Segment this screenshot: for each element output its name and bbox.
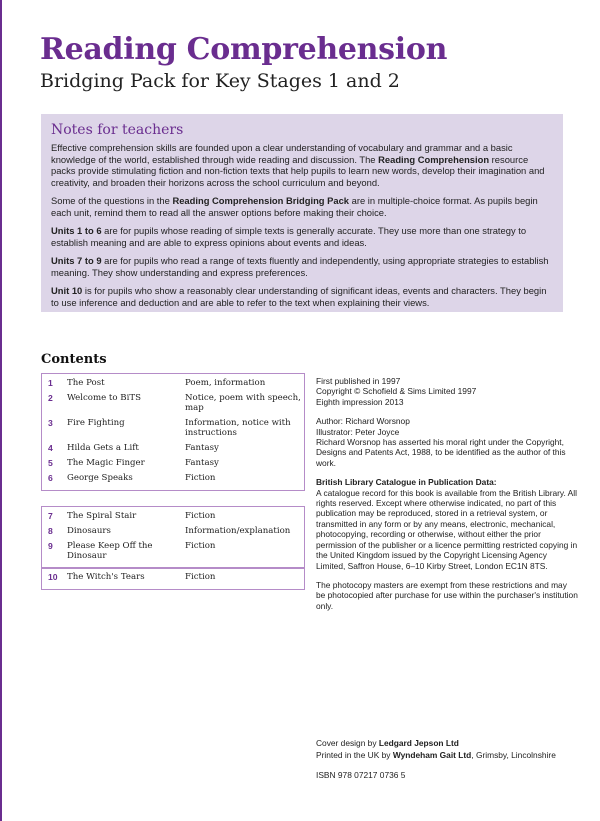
unit-title: The Post	[67, 378, 105, 388]
notes-heading: Notes for teachers	[51, 122, 184, 138]
unit-text-type: Poem, information	[185, 378, 266, 388]
notes-p2-text: Some of the questions in the	[51, 195, 173, 206]
unit-number: 10	[48, 572, 58, 582]
notes-p2-text-end: are in multiple-choice format. As pupils begin each unit, remind them to read all the answer options before making their choice.	[51, 195, 538, 218]
notes-p3-text: are for pupils whose reading of simple texts is generally accurate. They use more than one strategy to establish meaning and are able to express opinions about events and ideas.	[51, 225, 527, 248]
contents-row	[42, 458, 304, 468]
unit-title: The Magic Finger	[67, 458, 145, 468]
unit-number: 1	[48, 378, 53, 388]
notes-p1-bold: Reading Comprehension	[378, 153, 490, 165]
left-edge-rule	[0, 0, 2, 821]
photocopy-notice: The photocopy masters are exempt from these restrictions and may be photocopied after purchase for use within the purchaser's institution only.	[316, 579, 578, 611]
notes-paragraph-2	[51, 195, 553, 218]
contents-group	[41, 373, 305, 491]
unit-text-type: Fiction	[185, 572, 216, 582]
rights-reserved-text: A catalogue record for this book is available from the British Library. All rights reserved. Except where otherwise indicated, no part of this publication may be reproduced, stored in a retrieval system, or transmitted in any form or by any means, electronic, mechanical, photocopying, recording or otherwise, without either the prior permission of the publisher or a licence permitting restricted copying in the United Kingdom issued by the Copyright Licensing Agency Limited, Saffron House, 6–10 Kirby Street, London EC1N 8TS.	[316, 487, 578, 571]
printer-label: Printed in the UK by	[316, 749, 393, 760]
copyright-line: Copyright © Schofield & Sims Limited 1997	[316, 386, 477, 397]
unit-number: 7	[48, 511, 53, 521]
unit-number: 4	[48, 443, 53, 453]
unit-title: Fire Fighting	[67, 418, 125, 428]
unit-text-type: Information/explanation	[185, 526, 291, 536]
unit-text-type: Fiction	[185, 473, 216, 483]
contents-row	[42, 473, 304, 483]
page-subtitle: Bridging Pack for Key Stages 1 and 2	[40, 70, 400, 92]
notes-p4-text: are for pupils who read a range of texts fluently and independently, using appropriate strategies to establish meaning. They show understanding and express preferences.	[51, 255, 549, 278]
cover-design-line	[316, 738, 586, 750]
printer-name: Wyndeham Gait Ltd	[392, 749, 472, 760]
contents-row	[42, 526, 304, 536]
cover-designer: Ledgard Jepson Ltd	[378, 738, 459, 748]
contents-row	[42, 443, 304, 453]
unit-title: Hilda Gets a Lift	[67, 443, 139, 453]
notes-paragraph-3	[51, 225, 553, 248]
contents-row	[42, 418, 304, 438]
notes-p5-text: is for pupils who show a reasonably clear understanding of significant ideas, events and characters. They begin to use inference and deduction and are able to refer to the text when explaining their views.	[51, 285, 547, 308]
unit-number: 6	[48, 473, 53, 483]
unit-title: George Speaks	[67, 473, 133, 483]
unit-title: Dinosaurs	[67, 526, 111, 536]
unit-text-type: Fiction	[185, 511, 216, 521]
page-title: Reading Comprehension	[40, 32, 448, 67]
unit-number: 3	[48, 418, 53, 428]
notes-p2-bold: Reading Comprehension Bridging Pack	[172, 195, 350, 206]
notes-paragraph-5	[51, 285, 553, 308]
unit-number: 2	[48, 393, 53, 403]
notes-paragraph-4	[51, 255, 553, 278]
unit-number: 8	[48, 526, 53, 536]
contents-row	[42, 541, 304, 561]
printer-location: , Grimsby, Lincolnshire	[471, 749, 556, 760]
author-details	[316, 416, 578, 468]
first-published-line: First published in 1997	[316, 376, 401, 386]
unit-title: The Witch's Tears	[67, 572, 145, 582]
notes-p1-text-end: resource packs provide stimulating fiction and non-fiction texts that help pupils to learn new words, develop their imagination and creativity, and broaden their horizons across the school curriculum and beyond.	[51, 153, 545, 188]
notes-paragraph-1	[51, 142, 553, 188]
contents-row	[42, 378, 304, 388]
notes-p4-bold: Units 7 to 9	[51, 255, 102, 266]
credits	[316, 738, 586, 782]
unit-text-type: Notice, poem with speech, map	[185, 393, 301, 413]
contents-group	[41, 567, 305, 590]
unit-text-type: Fantasy	[185, 443, 219, 453]
moral-rights-text: Richard Worsnop has asserted his moral right under the Copyright, Designs and Patents Act, 1988, to be identified as the author of this work.	[316, 437, 566, 468]
notes-p5-bold: Unit 10	[51, 285, 83, 296]
unit-number: 5	[48, 458, 53, 468]
unit-text-type: Fiction	[185, 541, 216, 551]
cover-design-label: Cover design by	[316, 738, 379, 748]
author-line: Author: Richard Worsnop	[316, 416, 410, 427]
notes-p3-bold: Units 1 to 6	[51, 225, 102, 236]
contents-row	[42, 393, 304, 413]
contents-row	[42, 511, 304, 521]
publication-history	[316, 376, 578, 407]
contents-heading: Contents	[41, 352, 107, 367]
unit-title: Welcome to BiTS	[67, 393, 141, 403]
notes-p1-text: Effective comprehension skills are founded upon a clear understanding of vocabulary and grammar and a basic knowledge of the world, established through wide reading and discussion. The	[51, 142, 513, 165]
contents-group	[41, 506, 305, 569]
contents-row	[42, 572, 304, 582]
unit-text-type: Information, notice with instructions	[185, 418, 291, 438]
printer-line	[316, 750, 586, 762]
unit-number: 9	[48, 541, 53, 551]
unit-title: Please Keep Off the Dinosaur	[67, 541, 153, 561]
isbn: ISBN 978 07217 0736 5	[316, 770, 406, 780]
impression-line: Eighth impression 2013	[316, 396, 404, 407]
notes-for-teachers-box	[41, 114, 563, 312]
british-library-heading: British Library Catalogue in Publication Data:	[316, 477, 497, 488]
unit-text-type: Fantasy	[185, 458, 219, 468]
publication-details	[316, 376, 578, 620]
unit-title: The Spiral Stair	[67, 511, 137, 521]
illustrator-line: Illustrator: Peter Joyce	[316, 426, 400, 437]
british-library-section	[316, 477, 578, 571]
